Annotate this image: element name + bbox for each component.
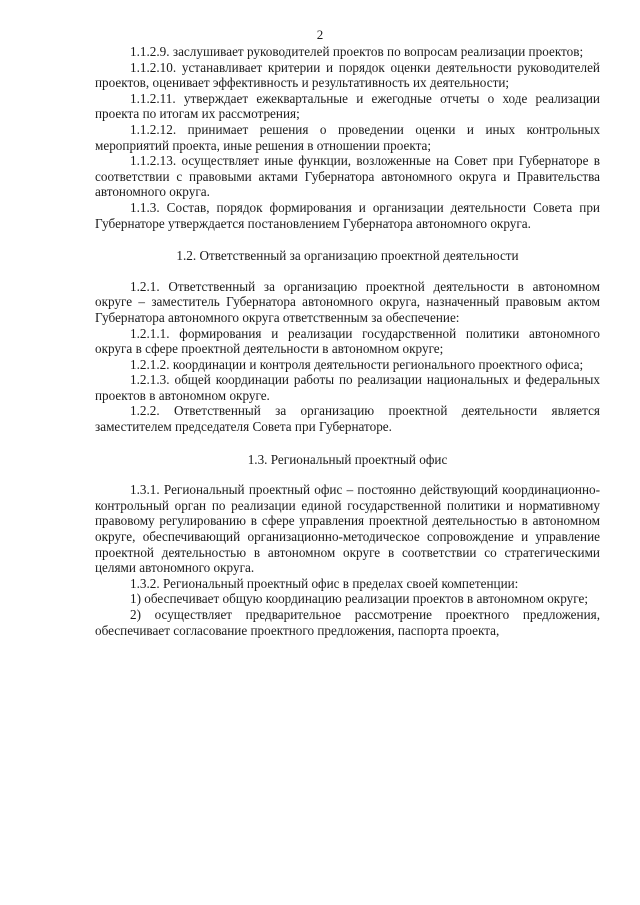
clause-1-2-1-1: 1.2.1.1. формирования и реализации государственной политики автономного округа в сфере проектной деятельности в автономном округе; [95,325,600,357]
clause-1-1-2-9: 1.1.2.9. заслушивает руководителей проектов по вопросам реализации проектов; [130,44,584,59]
clause-1-1-3: 1.1.3. Состав, порядок формирования и организации деятельности Совета при Губернаторе утверждается постановлением Губернатора автономного округа. [95,199,600,231]
clause-1-1-2-13: 1.1.2.13. осуществляет иные функции, возложенные на Совет при Губернаторе в соответствии с правовыми актами Губернатора автономного округа и Правительства автономного округа. [95,153,600,200]
section-1-3-heading: 1.3. Региональный проектный офис [247,451,448,467]
clause-1-3-2-item-2: 2) осуществляет предварительное рассмотрение проектного предложения, обеспечивает согласование проектного предложения, паспорта проекта, [95,607,600,638]
clause-1-2-1-3: 1.2.1.3. общей координации работы по реализации национальных и федеральных проектов в автономном округе. [95,372,600,403]
document-body [95,44,600,638]
page-number: 2 [316,27,324,42]
clause-1-2-1: 1.2.1. Ответственный за организацию проектной деятельности в автономном округе – заместитель Губернатора автономного округа, назначенный правовым актом Губернатора автономного округа ответственным за обеспечение: [95,278,600,325]
section-1-2-heading: 1.2. Ответственный за организацию проектной деятельности [176,248,519,264]
clause-1-2-1-2: 1.2.1.2. координации и контроля деятельности регионального проектного офиса; [130,356,584,372]
clause-1-3-2: 1.3.2. Региональный проектный офис в пределах своей компетенции: [130,575,519,591]
clause-1-2-2: 1.2.2. Ответственный за организацию проектной деятельности является заместителем председателя Совета при Губернаторе. [95,403,600,435]
clause-1-1-2-11: 1.1.2.11. утверждает ежеквартальные и ежегодные отчеты о ходе реализации проекта по итогам их рассмотрения; [95,90,600,122]
clause-1-1-2-12: 1.1.2.12. принимает решения о проведении оценки и иных контрольных мероприятий проекта, иные решения в отношении проекта; [95,121,600,153]
clause-1-3-1: 1.3.1. Региональный проектный офис – постоянно действующий координационно-контрольный орган по реализации единой государственной политики и нормативному правовому регулированию в сфере управления проектной деятельностью в автономном округе, обеспечивающий организационно-методическое сопровождение и управление проектной деятельностью в автономном округе в соответствии со стратегическими целями автономного округа. [95,482,600,576]
clause-1-3-2-item-1: 1) обеспечивает общую координацию реализации проектов в автономном округе; [130,591,588,607]
clause-1-1-2-10: 1.1.2.10. устанавливает критерии и порядок оценки деятельности руководителей проектов, оценивает эффективность и результативность их деятельности; [95,59,600,91]
